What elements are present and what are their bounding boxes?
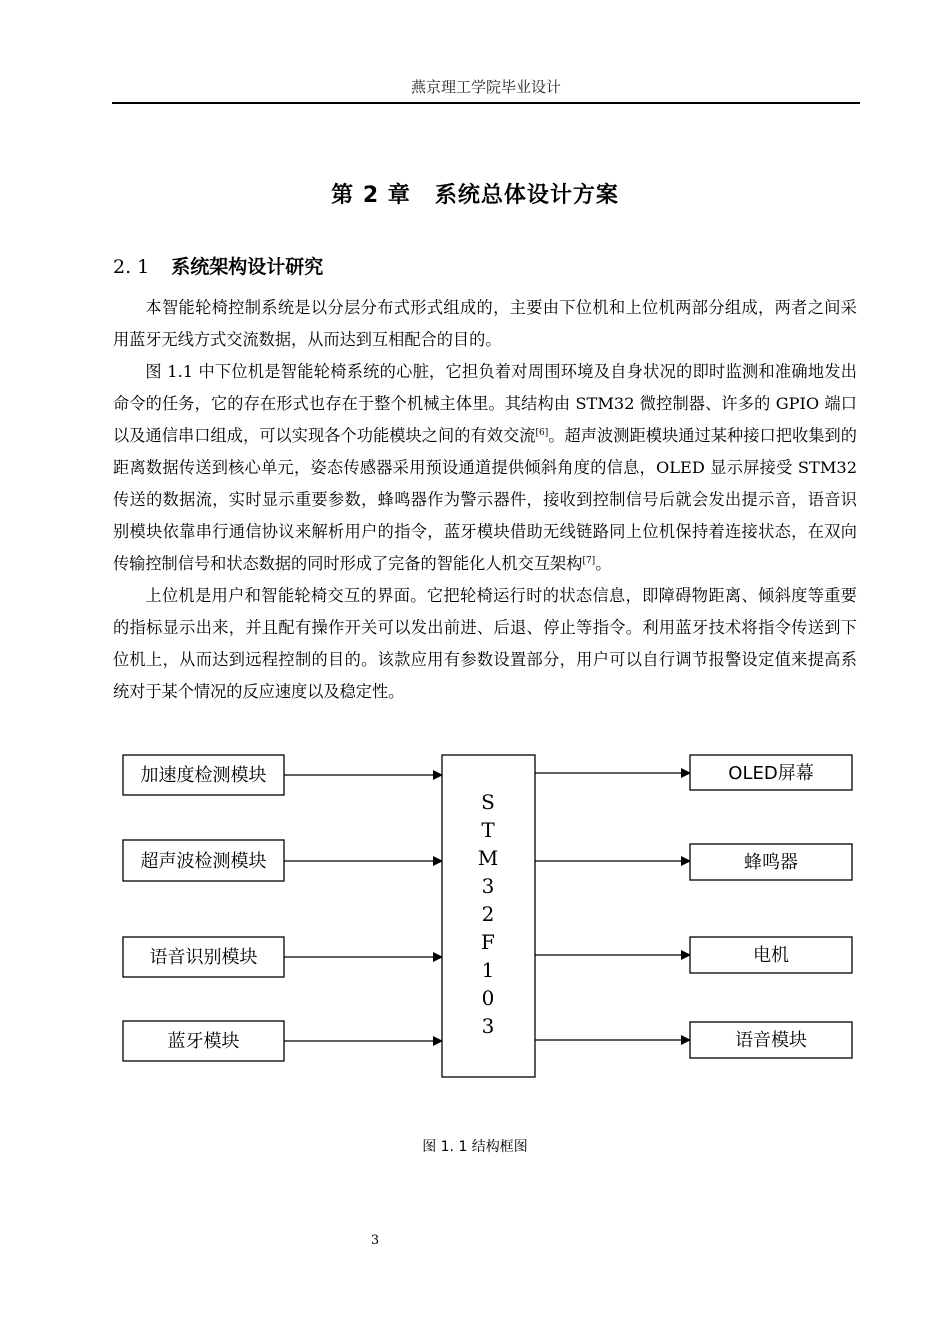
- output-label-buzzer: 蜂鸣器: [744, 852, 798, 873]
- output-label-voice-module: 语音模块: [735, 1030, 807, 1051]
- core-char-4: 3: [481, 874, 495, 898]
- output-label-motor: 电机: [753, 945, 789, 966]
- core-char-3: M: [477, 846, 499, 870]
- output-label-oled: OLED屏幕: [728, 763, 814, 784]
- core-char-7: 1: [481, 958, 495, 982]
- core-char-8: 0: [481, 986, 495, 1010]
- core-char-2: T: [481, 818, 495, 842]
- header-title: 燕京理工学院毕业设计: [410, 78, 561, 96]
- chapter-name: 系统总体设计方案: [434, 183, 619, 208]
- input-label-bluetooth: 蓝牙模块: [167, 1031, 240, 1052]
- chapter-number: 第 2 章: [331, 183, 411, 208]
- paragraph-2-part-b: 。超声波测距模块通过某种接口把收集到的距离数据传送到核心单元，姿态传感器采用预设通道提供倾斜角度的信息，OLED 显示屏接受 STM32 传送的数据流，实时显示重要参数，蜂鸣器作为警示器件，接收到控制信号后就会发出提示音，语音识别模块依靠串行通信协议来解析用户的指令，蓝牙模块借助无线链路同上位机保持着连接状态，在双向传输控制信号和状态数据的同时形成了完备的智能化人机交互架构: [113, 426, 857, 573]
- citation-6[interactable]: [6]: [535, 428, 549, 438]
- core-char-6: F: [481, 930, 495, 954]
- section-number: 2. 1: [113, 256, 150, 278]
- paragraph-3: 上位机是用户和智能轮椅交互的界面。它把轮椅运行时的状态信息，即障碍物距离、倾斜度等重要的指标显示出来，并且配有操作开关可以发出前进、后退、停止等指令。利用蓝牙技术将指令传送到下位机上，从而达到远程控制的目的。该款应用有参数设置部分，用户可以自行调节报警设定值来提高系统对于某个情况的反应速度以及稳定性。: [113, 586, 857, 701]
- paragraph-2-part-c: 。: [595, 554, 612, 573]
- figure-caption: 图 1. 1 结构框图: [422, 1139, 528, 1155]
- core-char-5: 2: [481, 902, 495, 926]
- input-label-ultrasonic: 超声波检测模块: [140, 851, 267, 872]
- input-label-voice-recognition: 语音识别模块: [149, 947, 258, 968]
- paragraph-2-part-a: 图 1.1 中下位机是智能轮椅系统的心脏，它担负着对周围环境及自身状况的即时监测和准确地发出命令的任务，它的存在形式也存在于整个机械主体里。其结构由 STM32 微控制器、许多的 GPIO 端口以及通信串口组成，可以实现各个功能模块之间的有效交流: [113, 362, 857, 445]
- core-char-1: S: [481, 790, 495, 814]
- core-char-9: 3: [481, 1014, 495, 1038]
- paragraph-1: 本智能轮椅控制系统是以分层分布式形式组成的，主要由下位机和上位机两部分组成，两者之间采用蓝牙无线方式交流数据，从而达到互相配合的目的。: [113, 298, 857, 349]
- section-name: 系统架构设计研究: [171, 256, 324, 278]
- input-label-accelerometer: 加速度检测模块: [140, 765, 267, 786]
- citation-7[interactable]: [7]: [582, 556, 596, 566]
- page-number: 3: [370, 1233, 380, 1248]
